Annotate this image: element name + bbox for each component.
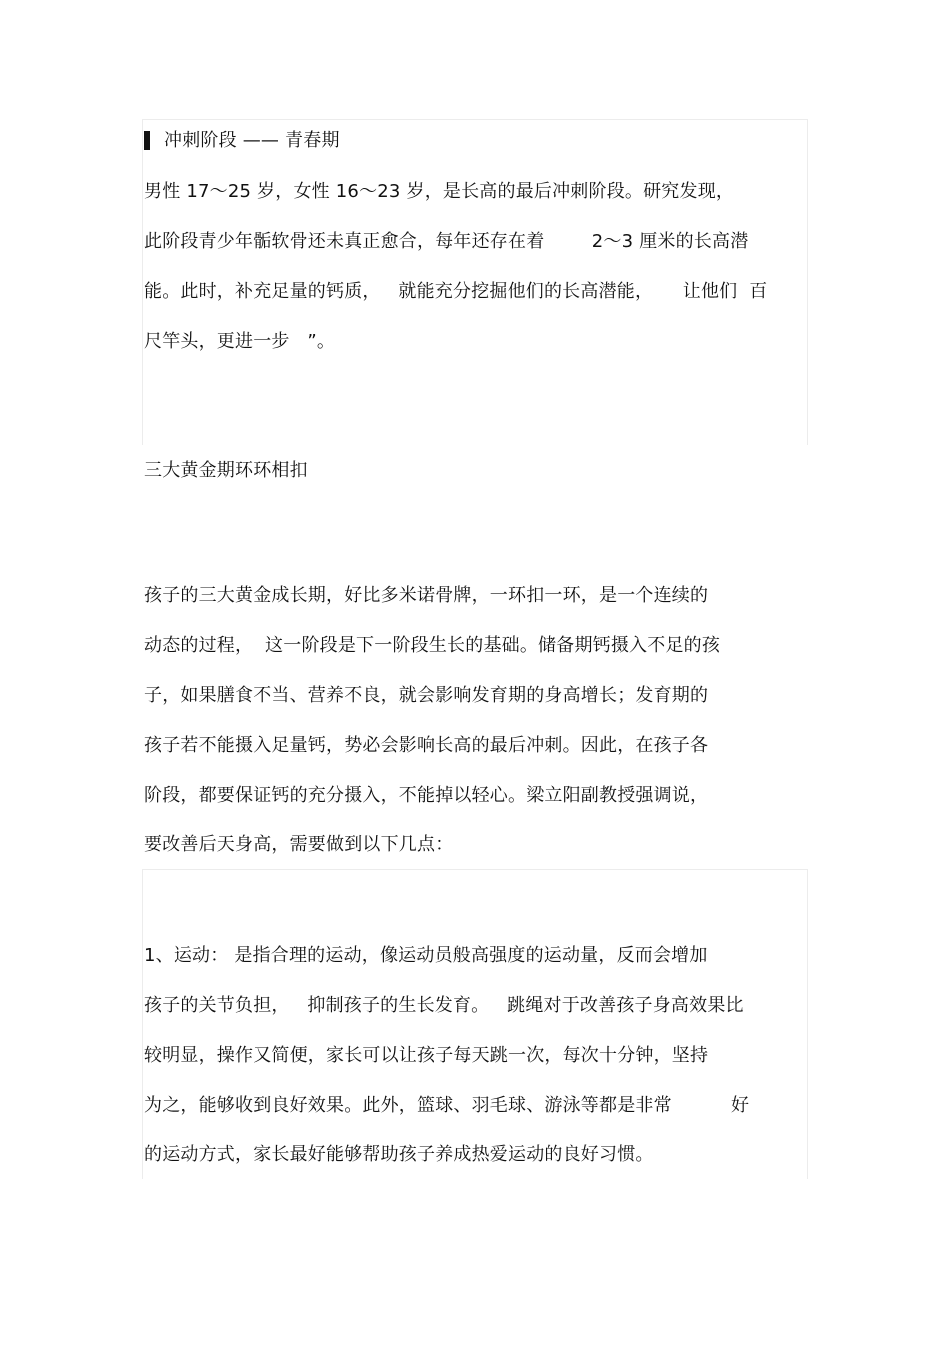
paragraph-line: 孩子的三大黄金成长期，好比多米诺骨牌，一环扣一环，是一个连续的 (144, 585, 709, 606)
paragraph-line: 要改善后天身高，需要做到以下几点： (144, 834, 454, 855)
paragraph-line: 动态的过程， 这一阶段是下一阶段生长的基础。储备期钙摄入不足的孩 (144, 635, 721, 656)
section-frame-exercise (142, 869, 808, 1179)
paragraph-line: 此阶段青少年骺软骨还未真正愈合，每年还存在着 2～3 厘米的长高潜 (144, 231, 749, 252)
paragraph-line: 子，如果膳食不当、营养不良，就会影响发育期的身高增长；发育期的 (144, 685, 709, 706)
section-heading-puberty: 冲刺阶段 —— 青春期 (164, 130, 340, 151)
paragraph-line: 的运动方式，家长最好能够帮助孩子养成热爱运动的良好习惯。 (144, 1144, 654, 1165)
heading-bar-icon (144, 131, 150, 150)
paragraph-line: 阶段，都要保证钙的充分摄入，不能掉以轻心。梁立阳副教授强调说， (144, 785, 709, 806)
paragraph-line: 1、运动： 是指合理的运动，像运动员般高强度的运动量，反而会增加 (144, 945, 708, 966)
paragraph-line: 较明显，操作又简便，家长可以让孩子每天跳一次，每次十分钟，坚持 (144, 1045, 709, 1066)
paragraph-line: 男性 17～25 岁，女性 16～23 岁，是长高的最后冲刺阶段。研究发现， (144, 181, 735, 202)
paragraph-line: 能。此时，补充足量的钙质， 就能充分挖掘他们的长高潜能， 让他们 百 (144, 281, 768, 302)
paragraph-line: 孩子的关节负担， 抑制孩子的生长发育。 跳绳对于改善孩子身高效果比 (144, 995, 744, 1016)
paragraph-line: 孩子若不能摄入足量钙，势必会影响长高的最后冲刺。因此，在孩子各 (144, 735, 709, 756)
paragraph-line: 为之，能够收到良好效果。此外，篮球、羽毛球、游泳等都是非常 好 (144, 1095, 750, 1116)
paragraph-line: 尺竿头，更进一步 ”。 (144, 331, 336, 352)
section-title-golden-periods: 三大黄金期环环相扣 (144, 460, 308, 481)
